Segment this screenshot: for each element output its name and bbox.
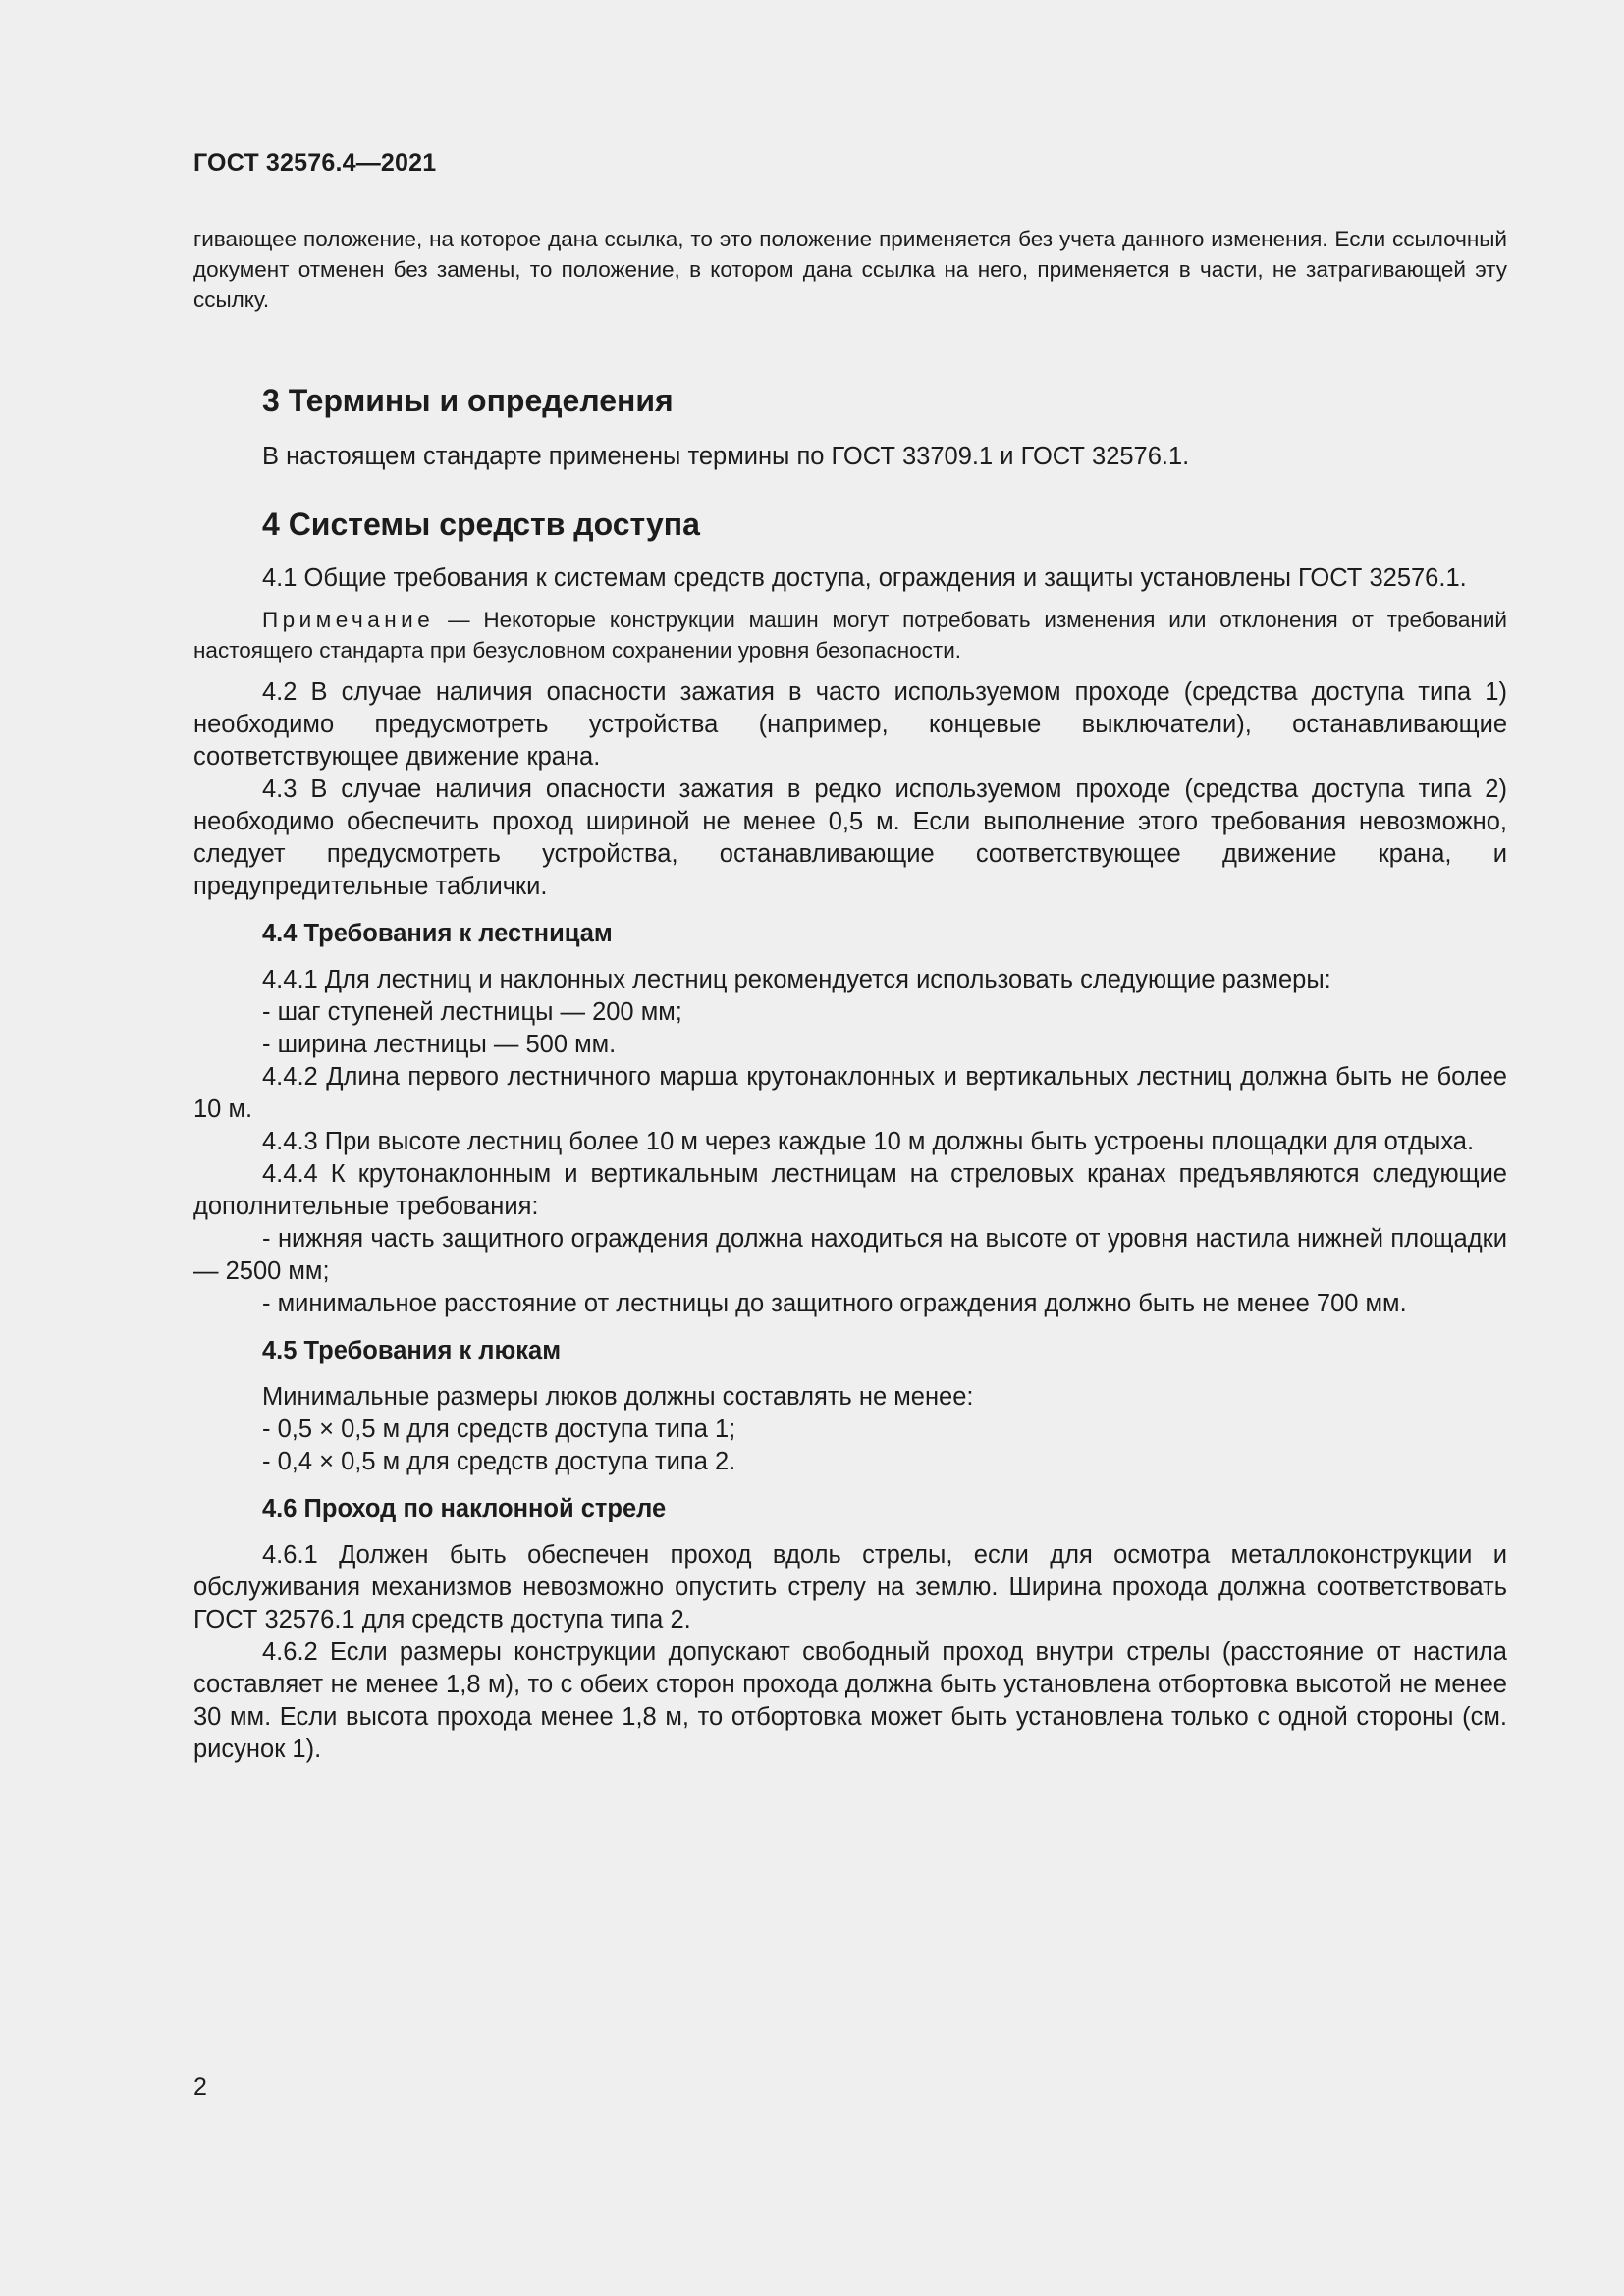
paragraph-4-6-2: 4.6.2 Если размеры конструкции допускают свободный проход внутри стрелы (расстояние от настила составляет не менее 1,8 м), то с обеих сторон прохода должна быть установлена отбортовка высотой не менее 30 мм. Если высота прохода менее 1,8 м, то отбортовка может быть установлена только с одной стороны (см. рисунок 1).: [193, 1638, 1507, 1763]
paragraph-4-1: 4.1 Общие требования к системам средств доступа, ограждения и защиты установлены ГОСТ 32576.1.: [262, 564, 1467, 592]
paragraph-4-3: 4.3 В случае наличия опасности зажатия в редко используемом проходе (средства доступа типа 2) необходимо обеспечить проход шириной не менее 0,5 м. Если выполнение этого требования невозможно, следует предусмотреть устройства, останавливающие соответствующее движение крана, и предупредительные таблички.: [193, 775, 1507, 900]
list-item: - минимальное расстояние от лестницы до защитного ограждения должно быть не менее 700 мм.: [262, 1290, 1407, 1317]
list-item: - шаг ступеней лестницы — 200 мм;: [262, 998, 682, 1026]
section-4-5-text: Минимальные размеры люков должны составлять не менее:: [262, 1383, 974, 1411]
list-item: - нижняя часть защитного ограждения должна находиться на высоте от уровня настила нижней площадки — 2500 мм;: [193, 1225, 1507, 1285]
section-3-text: В настоящем стандарте применены термины по ГОСТ 33709.1 и ГОСТ 32576.1.: [262, 443, 1190, 470]
intro-paragraph: гивающее положение, на которое дана ссылка, то это положение применяется без учета данного изменения. Если ссылочный документ отменен без замены, то положение, в котором дана ссылка на него, применяется в части, не затрагивающей эту ссылку.: [193, 227, 1507, 312]
note-text: — Некоторые конструкции машин могут потребовать изменения или отклонения от требований настоящего стандарта при безусловном сохранении уровня безопасности.: [193, 608, 1507, 663]
paragraph-4-2: 4.2 В случае наличия опасности зажатия в часто используемом проходе (средства доступа типа 1) необходимо предусмотреть устройства (например, концевые выключатели), останавливающие соответствующее движение крана.: [193, 678, 1507, 771]
section-3-heading: 3 Термины и определения: [262, 383, 674, 418]
page-content: [193, 224, 1507, 1766]
section-4-heading: 4 Системы средств доступа: [262, 507, 700, 542]
section-4-5-heading: 4.5 Требования к люкам: [262, 1337, 562, 1364]
paragraph-4-4-2: 4.4.2 Длина первого лестничного марша крутонаклонных и вертикальных лестниц должна быть не более 10 м.: [193, 1063, 1507, 1123]
list-item: - ширина лестницы — 500 мм.: [262, 1031, 617, 1058]
section-4-4-heading: 4.4 Требования к лестницам: [262, 920, 613, 947]
document-header: ГОСТ 32576.4—2021: [193, 149, 437, 177]
note: [193, 605, 1507, 666]
list-item: - 0,5 × 0,5 м для средств доступа типа 1;: [262, 1415, 736, 1443]
paragraph-4-4-4: 4.4.4 К крутонаклонным и вертикальным лестницам на стреловых кранах предъявляются следующие дополнительные требования:: [193, 1160, 1507, 1220]
section-4-6-heading: 4.6 Проход по наклонной стреле: [262, 1495, 667, 1522]
page-number: 2: [193, 2073, 207, 2101]
note-label: Примечание: [262, 608, 435, 632]
paragraph-4-4-1: 4.4.1 Для лестниц и наклонных лестниц рекомендуется использовать следующие размеры:: [262, 966, 1331, 993]
paragraph-4-4-3: 4.4.3 При высоте лестниц более 10 м через каждые 10 м должны быть устроены площадки для отдыха.: [262, 1128, 1475, 1155]
paragraph-4-6-1: 4.6.1 Должен быть обеспечен проход вдоль стрелы, если для осмотра металлоконструкции и обслуживания механизмов невозможно опустить стрелу на землю. Ширина прохода должна соответствовать ГОСТ 32576.1 для средств доступа типа 2.: [193, 1541, 1507, 1633]
list-item: - 0,4 × 0,5 м для средств доступа типа 2.: [262, 1448, 736, 1475]
